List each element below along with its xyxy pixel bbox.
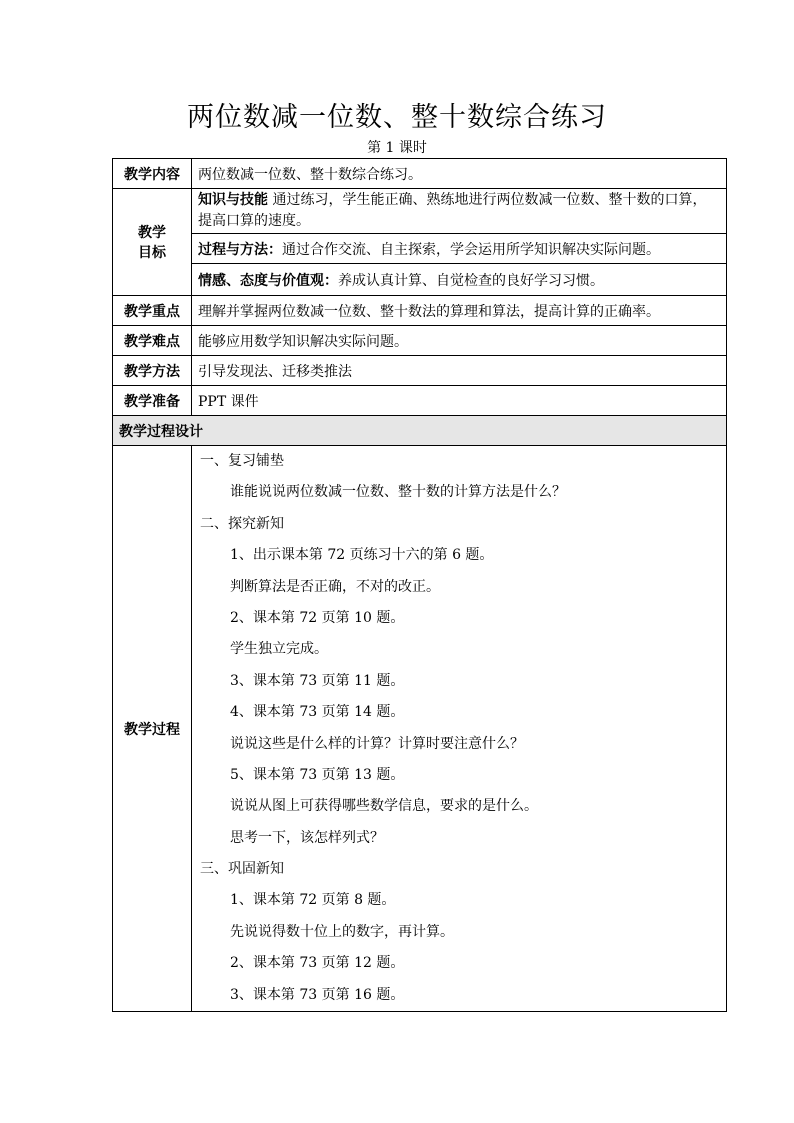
row-content (113, 159, 727, 189)
emotion-label: 情感、态度与价值观： (198, 272, 338, 289)
key-point-label: 教学重点 (113, 296, 192, 326)
process-line: 2、课本第 72 页第 10 题。 (230, 609, 405, 626)
process-line: 三、巩固新知 (200, 861, 284, 878)
process-line: 说说这些是什么样的计算？计算时要注意什么？ (230, 735, 524, 752)
process-line: 3、课本第 73 页第 16 题。 (230, 986, 405, 1003)
process-line: 5、课本第 73 页第 13 题。 (230, 766, 405, 783)
goal-emotion (192, 264, 727, 296)
row-goal-knowledge (113, 189, 727, 234)
preparation-label: 教学准备 (113, 386, 192, 416)
content-label: 教学内容 (113, 159, 192, 189)
method-text: 引导发现法、迁移类推法 (192, 356, 727, 386)
lesson-plan-table (112, 158, 727, 1012)
process-line: 学生独立完成。 (230, 641, 328, 658)
lesson-period: 第 1 课时 (367, 140, 427, 156)
goals-label-line2: 目标 (138, 245, 166, 261)
process-line: 1、课本第 72 页第 8 题。 (230, 892, 396, 909)
row-process (113, 446, 727, 1012)
row-difficulty (113, 326, 727, 356)
difficulty-text: 能够应用数学知识解决实际问题。 (192, 326, 727, 356)
content-text: 两位数减一位数、整十数综合练习。 (192, 159, 727, 189)
goals-label (113, 189, 192, 296)
preparation-text: PPT 课件 (192, 386, 727, 416)
process-line: 1、出示课本第 72 页练习十六的第 6 题。 (230, 547, 494, 564)
process-line: 判断算法是否正确，不对的改正。 (230, 578, 440, 595)
goal-knowledge (192, 189, 727, 234)
process-line: 思考一下，该怎样列式？ (230, 829, 384, 846)
process-method-label: 过程与方法： (198, 241, 282, 258)
design-header: 教学过程设计 (113, 416, 727, 446)
process-line: 说说从图上可获得哪些数学信息，要求的是什么。 (230, 798, 538, 815)
method-label: 教学方法 (113, 356, 192, 386)
row-preparation (113, 386, 727, 416)
row-goal-process (113, 234, 727, 264)
process-line: 谁能说说两位数减一位数、整十数的计算方法是什么？ (230, 484, 566, 501)
row-method (113, 356, 727, 386)
process-line: 一、复习铺垫 (200, 453, 284, 469)
process-line: 二、探究新知 (200, 515, 284, 532)
key-point-text: 理解并掌握两位数减一位数、整十数法的算理和算法，提高计算的正确率。 (192, 296, 727, 326)
process-line: 3、课本第 73 页第 11 题。 (230, 672, 405, 689)
knowledge-label: 知识与技能 (198, 192, 268, 208)
goal-process (192, 234, 727, 264)
emotion-text: 养成认真计算、自觉检查的良好学习习惯。 (338, 272, 604, 289)
process-line: 2、课本第 73 页第 12 题。 (230, 955, 405, 972)
process-label: 教学过程 (113, 446, 192, 1012)
document-title: 两位数减一位数、整十数综合练习 (187, 102, 607, 133)
goals-label-line1: 教学 (138, 225, 166, 241)
row-goal-emotion (113, 264, 727, 296)
process-line: 先说说得数十位上的数字，再计算。 (230, 923, 454, 940)
row-design-header (113, 416, 727, 446)
process-line: 4、课本第 73 页第 14 题。 (230, 704, 405, 721)
row-key-point (113, 296, 727, 326)
knowledge-text: 通过练习，学生能正确、熟练地进行两位数减一位数、整十数的口算，提高口算的速度。 (198, 192, 707, 229)
difficulty-label: 教学难点 (113, 326, 192, 356)
process-content (192, 446, 727, 1012)
process-method-text: 通过合作交流、自主探索，学会运用所学知识解决实际问题。 (282, 241, 660, 258)
